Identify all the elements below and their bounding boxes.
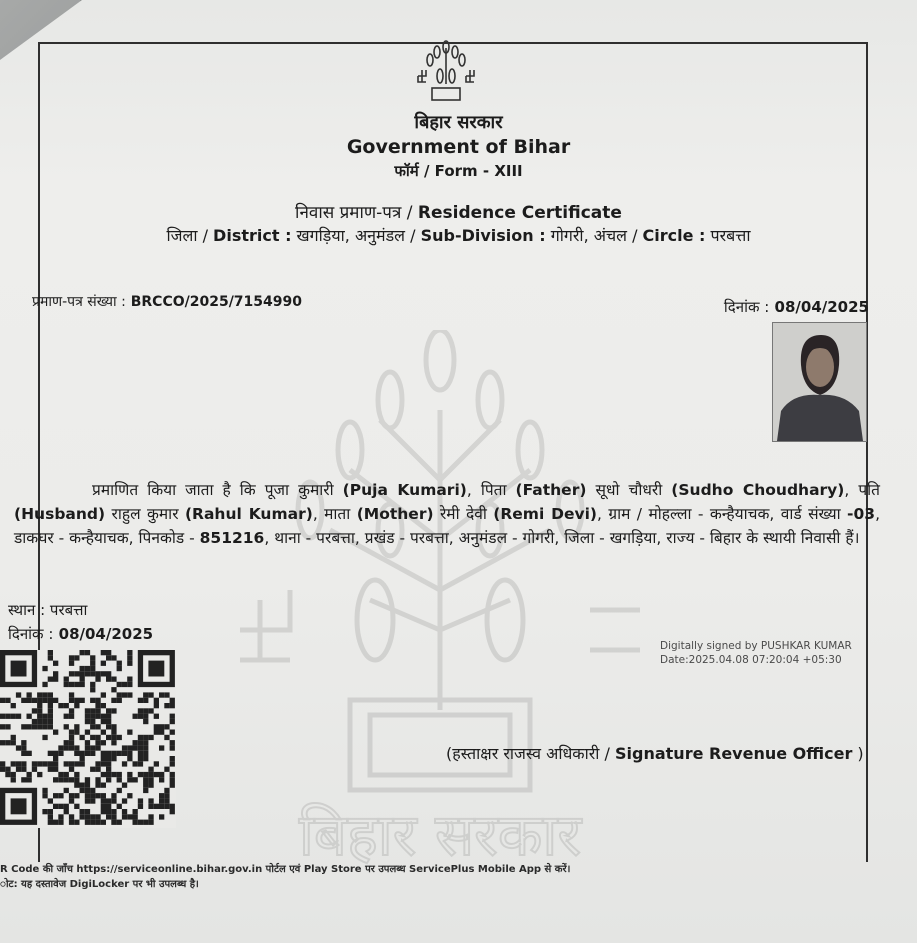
certificate-date: दिनांक : 08/04/2025 — [723, 298, 869, 316]
district-line: जिला / District : खगड़िया, अनुमंडल / Sub-Division : गोगरी, अंचल / Circle : परबत्ता — [166, 226, 751, 245]
certificate-body: प्रमाणित किया जाता है कि पूजा कुमारी (Puja Kumari), पिता (Father) सूधो चौधरी (Sudho Choudhary), पति (Husband) राहुल कुमार (Rahul Kumar), माता (Mother) रेमी देवी (Remi Devi), ग्राम / मोहल्ला - कन्हैयाचक, वार्ड संख्या -03, डाकघर - कन्हैयाचक, पिनकोड - 851216, थाना - परबत्ता, प्रखंड - परबत्ता, अनुमंडल - गोगरी, जिला - खगड़िया, राज्य - बिहार के स्थायी निवासी हैं। — [14, 481, 880, 547]
qr-code-icon[interactable] — [0, 650, 176, 828]
watermark-text: बिहार सरकार — [298, 801, 582, 869]
footer-note — [0, 862, 570, 892]
header-english-title: Government of Bihar — [346, 136, 571, 158]
issue-date: दिनांक : 08/04/2025 — [8, 625, 154, 643]
header-hindi-title: बिहार सरकार — [414, 112, 503, 133]
issue-place: स्थान : परबत्ता — [8, 601, 88, 619]
digital-signature-date: Date:2025.04.08 07:20:04 +05:30 — [660, 654, 842, 666]
footer-line-2: ोट: यह दस्तावेज DigiLocker पर भी उपलब्ध है। — [0, 879, 199, 890]
certificate-number: प्रमाण-पत्र संख्या : BRCCO/2025/7154990 — [32, 294, 302, 310]
footer-line-1: R Code की जाँच https://serviceonline.bihar.gov.in पोर्टल एवं Play Store पर उपलब्ध ServicePlus Mobile App से करें। — [0, 864, 571, 875]
signature-label: (हस्ताक्षर राजस्व अधिकारी / Signature Revenue Officer ) — [446, 744, 864, 763]
applicant-photo — [772, 322, 867, 442]
form-number: फॉर्म / Form - XIII — [394, 162, 523, 180]
watermark-emblem — [240, 330, 640, 870]
person-photo-icon — [773, 323, 866, 441]
bihar-emblem-icon — [410, 40, 482, 106]
digital-signature — [660, 639, 852, 667]
digital-signature-name: Digitally signed by PUSHKAR KUMAR — [660, 640, 852, 652]
certificate-title: निवास प्रमाण-पत्र / Residence Certificate — [295, 203, 622, 223]
